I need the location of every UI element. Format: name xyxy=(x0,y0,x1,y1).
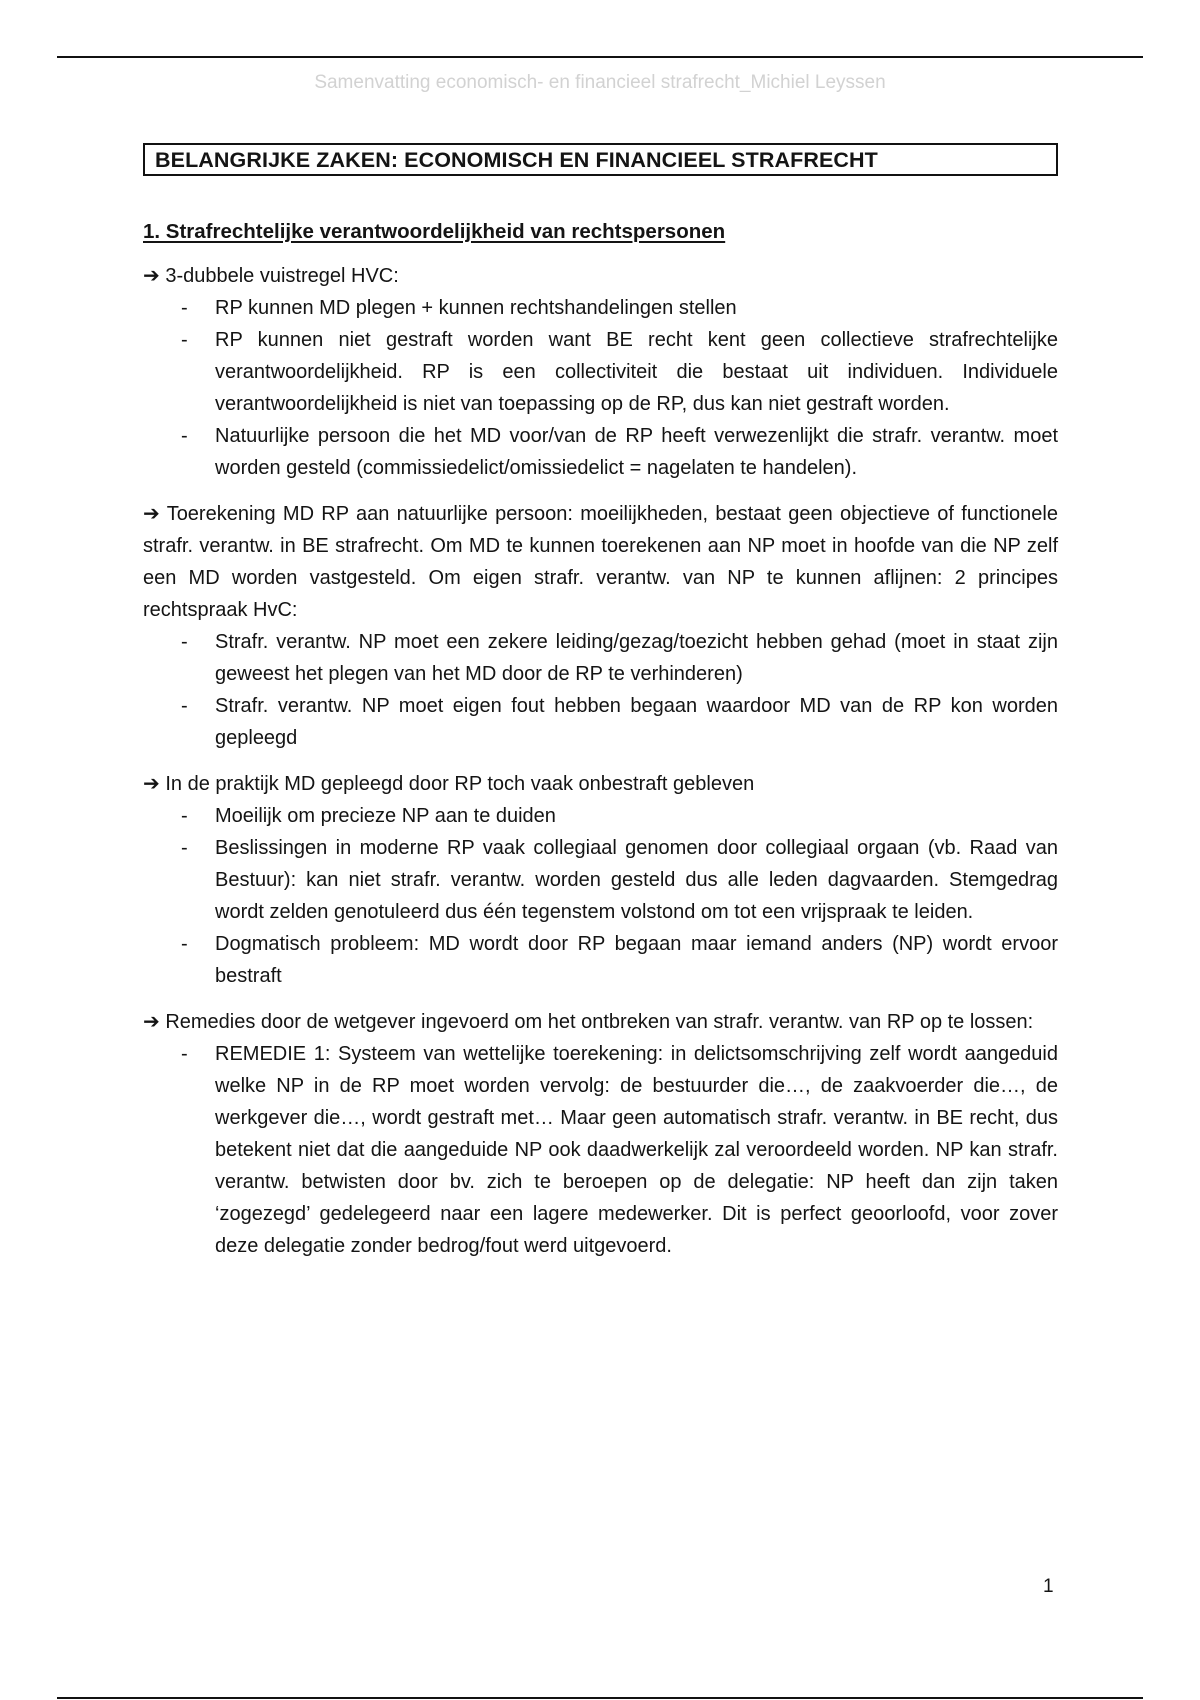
paragraph-toerekening xyxy=(143,498,1058,626)
arrow-icon: ➔ xyxy=(143,1011,160,1033)
list-item: - RP kunnen MD plegen + kunnen rechtshandelingen stellen xyxy=(215,292,1058,324)
list-item: - Natuurlijke persoon die het MD voor/van de RP heeft verwezenlijkt die strafr. verantw. moet worden gesteld (commissiedelict/omissiedelict = nagelaten te handelen). xyxy=(215,420,1058,484)
section-heading: 1. Strafrechtelijke verantwoordelijkheid van rechtspersonen xyxy=(143,220,726,243)
page-number: 1 xyxy=(1043,1576,1054,1597)
paragraph-text: Remedies door de wetgever ingevoerd om het ontbreken van strafr. verantw. van RP op te lossen: xyxy=(165,1011,1034,1033)
paragraph-text: In de praktijk MD gepleegd door RP toch vaak onbestraft gebleven xyxy=(165,773,755,795)
list-item: - Strafr. verantw. NP moet eigen fout hebben begaan waardoor MD van de RP kon worden gepleegd xyxy=(215,690,1058,754)
page-content xyxy=(143,143,1058,1262)
arrow-icon: ➔ xyxy=(143,773,160,795)
bullet-list-1 xyxy=(143,292,1058,484)
list-item: - REMEDIE 1: Systeem van wettelijke toerekening: in delictsomschrijving zelf wordt aangeduid welke NP in de RP moet worden vervolg: de bestuurder die…, de zaakvoerder die…, de werkgever die…, wordt gestraft met… Maar geen automatisch strafr. verantw. in BE recht, dus betekent niet dat die aangeduide NP ook daadwerkelijk zal veroordeeld worden. NP kan strafr. verantw. betwisten door bv. zich te beroepen op de delegatie: NP heeft dan zijn taken ‘zogezegd’ gedelegeerd naar een lagere medewerker. Dit is perfect geoorloofd, voor zover deze delegatie zonder bedrog/fout werd uitgevoerd. xyxy=(215,1038,1058,1262)
bullet-list-3 xyxy=(143,800,1058,992)
boxed-title: BELANGRIJKE ZAKEN: ECONOMISCH EN FINANCIEEL STRAFRECHT xyxy=(143,143,1058,176)
list-item: - Dogmatisch probleem: MD wordt door RP begaan maar iemand anders (NP) wordt ervoor bestraft xyxy=(215,928,1058,992)
bullet-list-4 xyxy=(143,1038,1058,1262)
paragraph-text: 3-dubbele vuistregel HVC: xyxy=(165,265,399,287)
list-item: - RP kunnen niet gestraft worden want BE recht kent geen collectieve strafrechtelijke verantwoordelijkheid. RP is een collectiviteit die bestaat uit individuen. Individuele verantwoordelijkheid is niet van toepassing op de RP, dus kan niet gestraft worden. xyxy=(215,324,1058,420)
arrow-icon: ➔ xyxy=(143,265,160,287)
list-item: - Strafr. verantw. NP moet een zekere leiding/gezag/toezicht hebben gehad (moet in staat zijn geweest het plegen van het MD door de RP te verhinderen) xyxy=(215,626,1058,690)
list-item: - Beslissingen in moderne RP vaak collegiaal genomen door collegiaal orgaan (vb. Raad van Bestuur): kan niet strafr. verantw. worden gesteld dus alle leden dagvaarden. Stemgedrag wordt zelden genotuleerd dus één tegenstem volstond om tot een vrijspraak te leiden. xyxy=(215,832,1058,928)
document-header-title: Samenvatting economisch- en financieel strafrecht_Michiel Leyssen xyxy=(314,72,886,93)
arrow-icon: ➔ xyxy=(143,503,160,525)
bullet-list-2 xyxy=(143,626,1058,754)
paragraph-text: Toerekening MD RP aan natuurlijke persoon: moeilijkheden, bestaat geen objectieve of functionele strafr. verantw. in BE strafrecht. Om MD te kunnen toerekenen aan NP moet in hoofde van die NP zelf een MD worden vastgesteld. Om eigen strafr. verantw. van NP te kunnen aflijnen: 2 principes rechtspraak HvC: xyxy=(143,503,1058,621)
paragraph-remedies xyxy=(143,1006,1058,1038)
footer-rule xyxy=(57,1697,1143,1699)
list-item: - Moeilijk om precieze NP aan te duiden xyxy=(215,800,1058,832)
paragraph-praktijk xyxy=(143,768,1058,800)
paragraph-vuistregel xyxy=(143,260,1058,292)
header-rule xyxy=(57,56,1143,58)
